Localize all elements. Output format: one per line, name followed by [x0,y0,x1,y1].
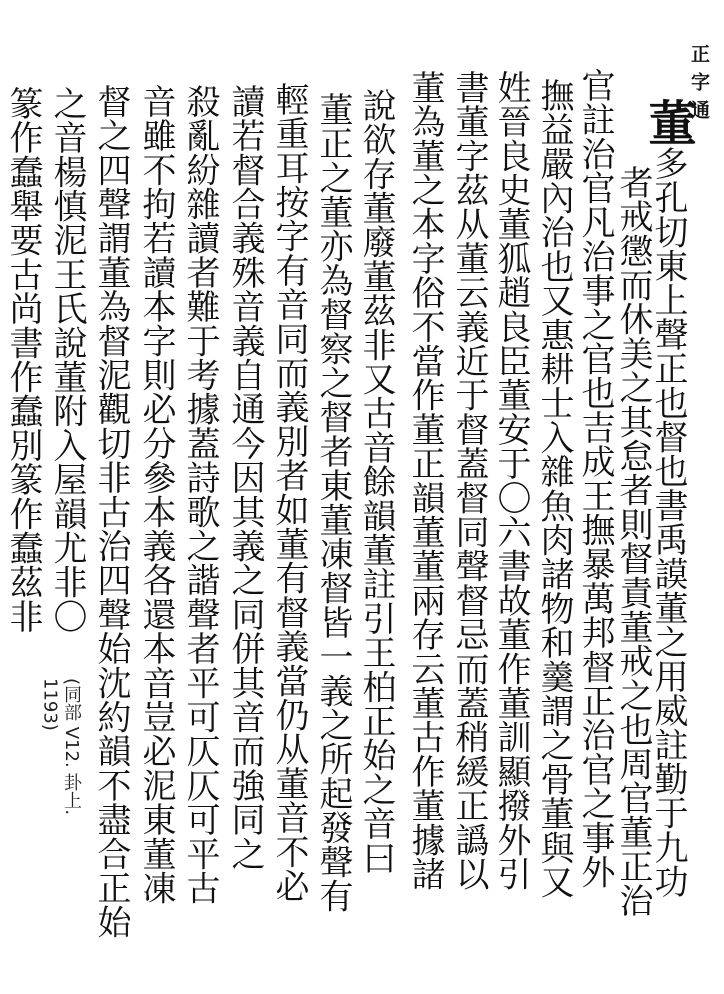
entry-column-11: 讀若督合義殊音義自通今因其義之同併其音而強同之 [225,84,265,871]
entry-headword: 董 [640,98,696,146]
entry-column-15: 之音楊慎泥王氏說董附入屋韻尤非〇 [47,86,87,634]
entry-column-16: 篆作蠢舉要古尚書作蠢別篆作蠢茲非 [3,86,43,634]
handwritten-margin-note: (同部 V12. 卦上. 1193) [39,678,82,816]
entry-column-8: 說欲存董廢董茲非又古音餘韻董註引王柏正始之音曰 [356,88,396,875]
entry-column-13: 音雖不拘若讀本字則必分參本義各還本音豈必泥東董凍 [136,84,176,905]
entry-column-9: 董正之董亦為督察之督者東董凍督皆一義之所起發聲有 [313,92,353,913]
entry-column-12: 殺亂紛雜讀者難于考據蓋詩歌之諧聲者平可仄仄可平古 [180,84,220,905]
entry-column-2: 者戒懲而休美之其怠者則督責董戒之也周官董正治 [613,165,653,918]
entry-column-7: 董為董之本字俗不當作董正韻董董兩存云董古作董據諸 [405,70,445,891]
entry-column-4: 撫益嚴內治也又惠耕士入雜魚肉諸物和羹謂之骨董與又 [534,78,574,899]
entry-column-10: 輕重耳按字有音同而義別者如董有督義當仍从董音不必 [269,82,309,903]
entry-column-3: 官註治官凡治事之官也吉成王撫暴萬邦督正治官之事外 [575,68,615,889]
page-header: 正字通 [688,44,710,128]
entry-column-14: 督之四聲謂董為督泥觀切非古治四聲始沈約韻不盡合正始 [91,84,131,939]
entry-text: 多孔切東上聲正也督也書禹謨董之用威註勤于九功 [648,146,688,899]
entry-column-5: 姓晉良史董狐趙良臣董安于〇六書故董作董訓顯撥外引 [491,70,531,891]
entry-column-6: 書董字茲从董云義近于督蓋督同聲督忌而蓋稍緩正譌以 [449,70,489,891]
